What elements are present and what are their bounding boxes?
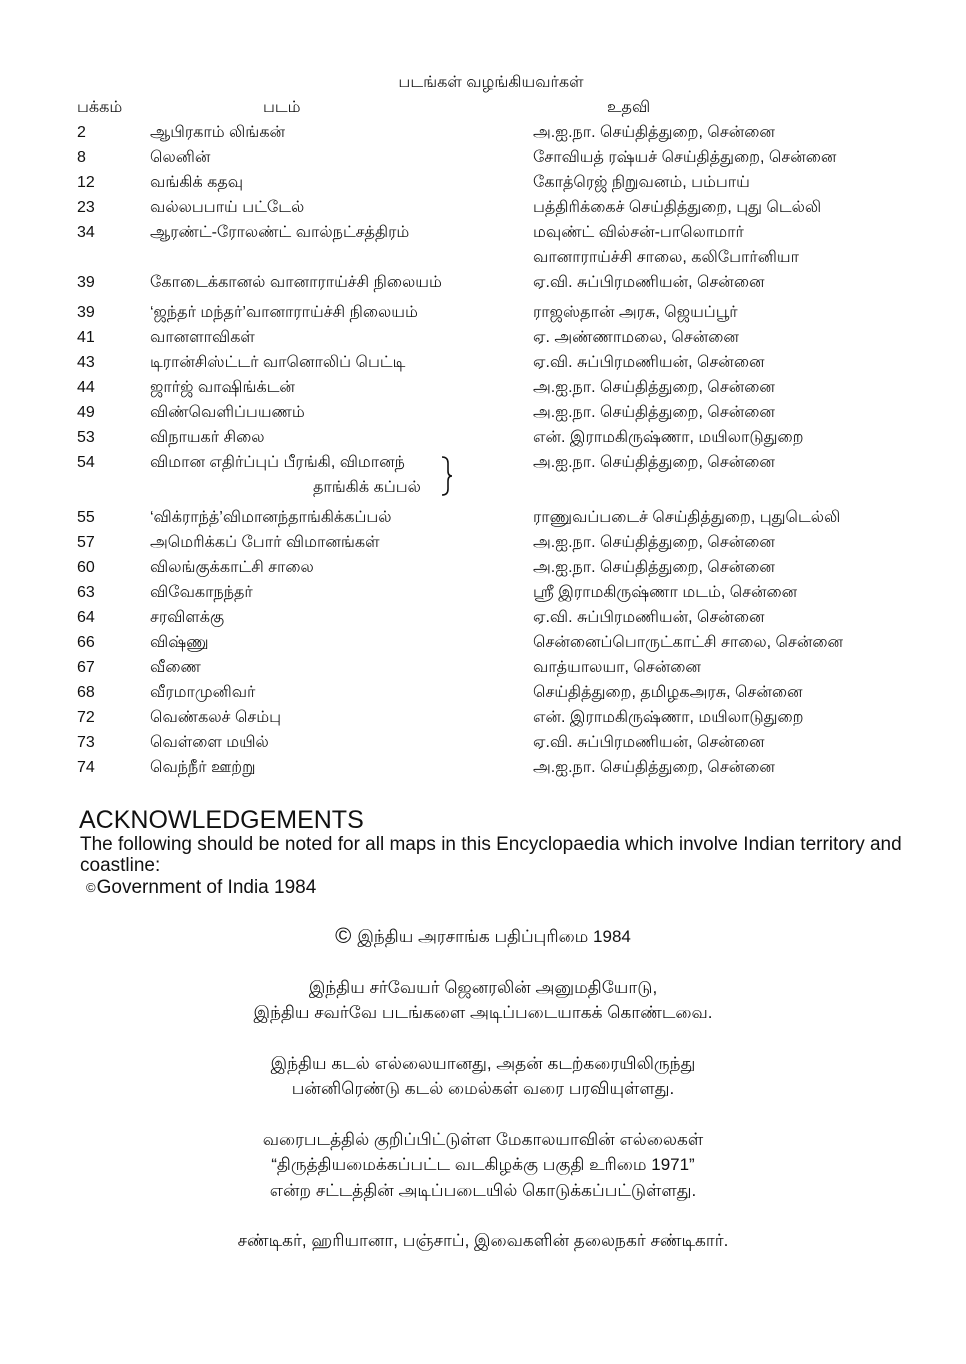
picture-title: [150, 350, 533, 375]
notice-copyright-line: [8, 923, 958, 950]
picture-title-line: சரவிளக்கு: [150, 609, 225, 626]
copyright-text: Government of India 1984: [96, 877, 317, 898]
credit-row: [77, 375, 957, 400]
page-number: 2: [77, 124, 86, 141]
acknowledgements-heading: ACKNOWLEDGEMENTS: [79, 806, 364, 834]
page-number: 39: [77, 274, 95, 291]
credit-source-line: வாத்யாலயா, சென்னை: [533, 659, 701, 676]
credit-source: [533, 300, 957, 325]
table-header: [77, 95, 957, 120]
page-number: 12: [77, 174, 95, 191]
credit-source: [533, 375, 957, 400]
page-title: படங்கள் வழங்கியவர்கள்: [398, 74, 584, 91]
page-number: 68: [77, 684, 95, 701]
picture-title-line: டிரான்சிஸ்ட்டர் வானொலிப் பெட்டி: [150, 354, 406, 371]
page-number: 53: [77, 429, 95, 446]
credit-source-line: அ.ஐ.நா. செய்தித்துறை, சென்னை: [533, 379, 775, 396]
credit-row: [77, 145, 957, 170]
notice-paragraph: [8, 1051, 958, 1102]
credit-source: [533, 705, 957, 730]
credit-source-line: அ.ஐ.நா. செய்தித்துறை, சென்னை: [533, 534, 775, 551]
credit-source: [533, 630, 957, 655]
page-number: 49: [77, 404, 95, 421]
credit-source: [533, 680, 957, 705]
acknowledgements-copyright: [86, 877, 316, 898]
page-number: 44: [77, 379, 95, 396]
copyright-symbol: ©: [86, 880, 96, 895]
notice-line: வரைபடத்தில் குறிப்பிட்டுள்ள மேகாலயாவின் எல்லைகள்: [262, 1129, 704, 1149]
picture-title-line: வீரமாமுனிவர்: [150, 684, 256, 701]
credit-source: [533, 145, 957, 170]
page-number: 64: [77, 609, 95, 626]
header-credit: உதவி: [607, 99, 651, 116]
picture-title: [150, 425, 533, 450]
credit-source-line: ஏ. அண்ணாமலை, சென்னை: [533, 329, 739, 346]
picture-title-line: விலங்குக்காட்சி சாலை: [150, 559, 314, 576]
credit-source-line: அ.ஐ.நா. செய்தித்துறை, சென்னை: [533, 454, 775, 471]
page-number: 74: [77, 759, 95, 776]
header-page: பக்கம்: [77, 99, 123, 116]
credit-source: [533, 350, 957, 375]
picture-title: [150, 555, 533, 580]
credit-row: [77, 755, 957, 780]
picture-title: [150, 170, 533, 195]
picture-title-line: தாங்கிக் கப்பல்: [313, 479, 421, 496]
notice-line: பன்னிரெண்டு கடல் மைல்கள் வரை பரவியுள்ளது.: [291, 1079, 675, 1098]
picture-title-line: வெண்கலச் செம்பு: [150, 709, 282, 726]
credit-source-line: ஏ.வி. சுப்பிரமணியன், சென்னை: [533, 354, 765, 371]
credit-row: [77, 630, 957, 655]
notice-line: சண்டிகர், ஹரியானா, பஞ்சாப், இவைகளின் தலைநகர் சண்டிகார்.: [237, 1231, 729, 1250]
page-number: 66: [77, 634, 95, 651]
picture-title-line: வீணை: [150, 659, 201, 676]
picture-title-line: வல்லபபாய் பட்டேல்: [150, 199, 305, 216]
credit-row: [77, 400, 957, 425]
credit-source-line: கோத்ரெஜ் நிறுவனம், பம்பாய்: [533, 174, 750, 191]
credit-source-line: அ.ஐ.நா. செய்தித்துறை, சென்னை: [533, 404, 775, 421]
credit-source: [533, 555, 957, 580]
credit-row: [77, 170, 957, 195]
credit-source-line: ராஜஸ்தான் அரசு, ஜெயப்பூர்: [533, 304, 738, 321]
picture-credits-table: [77, 95, 957, 780]
picture-title: [150, 655, 533, 680]
picture-title: [150, 580, 533, 605]
picture-title: [150, 530, 533, 555]
credit-source: [533, 270, 957, 295]
credit-row: [77, 605, 957, 630]
notice-paragraph: [8, 975, 958, 1026]
credit-source: [533, 530, 957, 555]
credit-row: [77, 270, 957, 295]
page-number: 73: [77, 734, 95, 751]
picture-title: [150, 730, 533, 755]
credit-source: [533, 755, 957, 780]
page-number: 72: [77, 709, 95, 726]
picture-title: [150, 400, 533, 425]
notice-line: இந்திய சவர்வே படங்களை அடிப்படையாகக் கொண்டவை.: [253, 1003, 713, 1022]
picture-title-line: வெந்நீர் ஊற்று: [150, 759, 256, 776]
picture-title-line: விஷ்ணு: [150, 634, 209, 651]
picture-title-line: விண்வெளிப்பயணம்: [150, 404, 305, 421]
credit-source-line: ஏ.வி. சுப்பிரமணியன், சென்னை: [533, 609, 765, 626]
credit-source: [533, 400, 957, 425]
credit-source: [533, 605, 957, 630]
credit-source-line: ஏ.வி. சுப்பிரமணியன், சென்னை: [533, 274, 765, 291]
notice-line: “திருத்தியமைக்கப்பட்ட வடகிழக்கு பகுதி உரிமை 1971”: [271, 1155, 695, 1174]
credit-source: [533, 730, 957, 755]
credit-source-line: அ.ஐ.நா. செய்தித்துறை, சென்னை: [533, 124, 775, 141]
credit-row: [77, 425, 957, 450]
credit-row: [77, 120, 957, 145]
credit-source: [533, 505, 957, 530]
credit-source: [533, 425, 957, 450]
picture-title: [150, 375, 533, 400]
picture-title: [150, 505, 533, 530]
picture-title: [150, 195, 533, 220]
picture-title: [150, 270, 533, 295]
credit-row: [77, 705, 957, 730]
credit-row: [77, 730, 957, 755]
notice-paragraph: [8, 1228, 958, 1254]
acknowledgements-body: The following should be noted for all maps in this Encyclopaedia which involve Indian territory and coastline:: [80, 834, 902, 876]
credit-row: [77, 325, 957, 350]
page-number: 34: [77, 224, 95, 241]
picture-title: [150, 120, 533, 145]
picture-title-line: விநாயகர் சிலை: [150, 429, 265, 446]
picture-title: [150, 705, 533, 730]
page-number: 39: [77, 304, 95, 321]
credit-row: [77, 530, 957, 555]
credit-row: [77, 350, 957, 375]
picture-title-line: லெனின்: [150, 149, 211, 166]
credit-source-line: அ.ஐ.நா. செய்தித்துறை, சென்னை: [533, 759, 775, 776]
page-number: 8: [77, 149, 86, 166]
credit-source-line: ராணுவப்படைச் செய்தித்துறை, புதுடெல்லி: [533, 509, 841, 526]
picture-title-line: ஆரண்ட்-ரோலண்ட் வால்நட்சத்திரம்: [150, 224, 410, 241]
credit-source-line: அ.ஐ.நா. செய்தித்துறை, சென்னை: [533, 559, 775, 576]
credit-rows: [77, 120, 957, 780]
picture-title: [150, 630, 533, 655]
notice-line: இந்திய சர்வேயர் ஜெனரலின் அனுமதியோடு,: [308, 977, 658, 997]
credit-row: [77, 655, 957, 680]
tamil-notice: [8, 923, 958, 1254]
credit-source-line: என். இராமகிருஷ்ணா, மயிலாடுதுறை: [533, 709, 804, 726]
picture-title: [150, 605, 533, 630]
notice-paragraph: [8, 1127, 958, 1204]
page-number: 23: [77, 199, 95, 216]
credit-source: [533, 450, 957, 500]
page-number: 41: [77, 329, 95, 346]
credit-source-line: சோவியத் ரஷ்யச் செய்தித்துறை, சென்னை: [533, 149, 837, 166]
picture-title-line: விமான எதிர்ப்புப் பீரங்கி, விமானந்: [150, 454, 405, 471]
page-number: 57: [77, 534, 95, 551]
credit-source-line: ஸ்ரீ இராமகிருஷ்ணா மடம், சென்னை: [533, 584, 798, 601]
credit-source-line: சென்னைப்பொருட்காட்சி சாலை, சென்னை: [533, 634, 843, 651]
picture-title: [150, 450, 533, 500]
picture-title: [150, 680, 533, 705]
picture-title: [150, 325, 533, 350]
credit-source-line: வானாராய்ச்சி சாலை, கலிபோர்னியா: [533, 249, 799, 266]
picture-title-line: அமெரிக்கப் போர் விமானங்கள்: [150, 534, 380, 551]
credit-source-line: பத்திரிக்கைச் செய்தித்துறை, புது டெல்லி: [533, 199, 822, 216]
credit-source: [533, 120, 957, 145]
brace: [440, 455, 454, 497]
notice-copyright-symbol: ©: [335, 923, 352, 948]
picture-title-line: விவேகாநந்தர்: [150, 584, 253, 601]
header-picture: படம்: [263, 99, 301, 116]
page-number: 54: [77, 454, 95, 471]
credit-source-line: மவுண்ட் வில்சன்-பாலொமார்: [533, 224, 744, 241]
credit-source-line: என். இராமகிருஷ்ணா, மயிலாடுதுறை: [533, 429, 804, 446]
credit-row: [77, 220, 957, 270]
credit-source: [533, 195, 957, 220]
picture-title-line: வெள்ளை மயில்: [150, 734, 269, 751]
credit-row: [77, 505, 957, 530]
credit-source-line: ஏ.வி. சுப்பிரமணியன், சென்னை: [533, 734, 765, 751]
credit-row: [77, 450, 957, 500]
picture-title-line: வானளாவிகள்: [150, 329, 255, 346]
credit-source: [533, 220, 957, 270]
page-number: 63: [77, 584, 95, 601]
notice-line: இந்திய கடல் எல்லையானது, அதன் கடற்கரையிலிருந்து: [270, 1053, 696, 1073]
notice-copyright-text: இந்திய அரசாங்க பதிப்புரிமை 1984: [357, 927, 631, 946]
page-number: 67: [77, 659, 95, 676]
credit-row: [77, 580, 957, 605]
picture-title: [150, 300, 533, 325]
picture-title: [150, 755, 533, 780]
page-number: 43: [77, 354, 95, 371]
credit-source-line: செய்தித்துறை, தமிழகஅரசு, சென்னை: [533, 684, 803, 701]
notice-line: என்ற சட்டத்தின் அடிப்படையில் கொடுக்கப்பட்டுள்ளது.: [269, 1180, 697, 1200]
picture-title-line: ஜார்ஜ் வாஷிங்க்டன்: [150, 379, 295, 396]
picture-title-line: ஆபிரகாம் லிங்கன்: [150, 124, 286, 141]
picture-title: [150, 145, 533, 170]
credit-source: [533, 580, 957, 605]
credit-source: [533, 325, 957, 350]
page-number: 60: [77, 559, 95, 576]
picture-title-line: ‘ஜந்தர் மந்தர்’வானாராய்ச்சி நிலையம்: [150, 304, 418, 321]
credit-source: [533, 655, 957, 680]
picture-title-line: ‘விக்ராந்த்’விமானந்தாங்கிக்கப்பல்: [150, 509, 392, 526]
credit-source: [533, 170, 957, 195]
picture-title-line: வங்கிக் கதவு: [150, 174, 244, 191]
page-number: 55: [77, 509, 95, 526]
credit-row: [77, 555, 957, 580]
picture-title-line: கோடைக்கானல் வானாராய்ச்சி நிலையம்: [150, 274, 442, 291]
credit-row: [77, 680, 957, 705]
picture-title: [150, 220, 533, 270]
credit-row: [77, 300, 957, 325]
credit-row: [77, 195, 957, 220]
